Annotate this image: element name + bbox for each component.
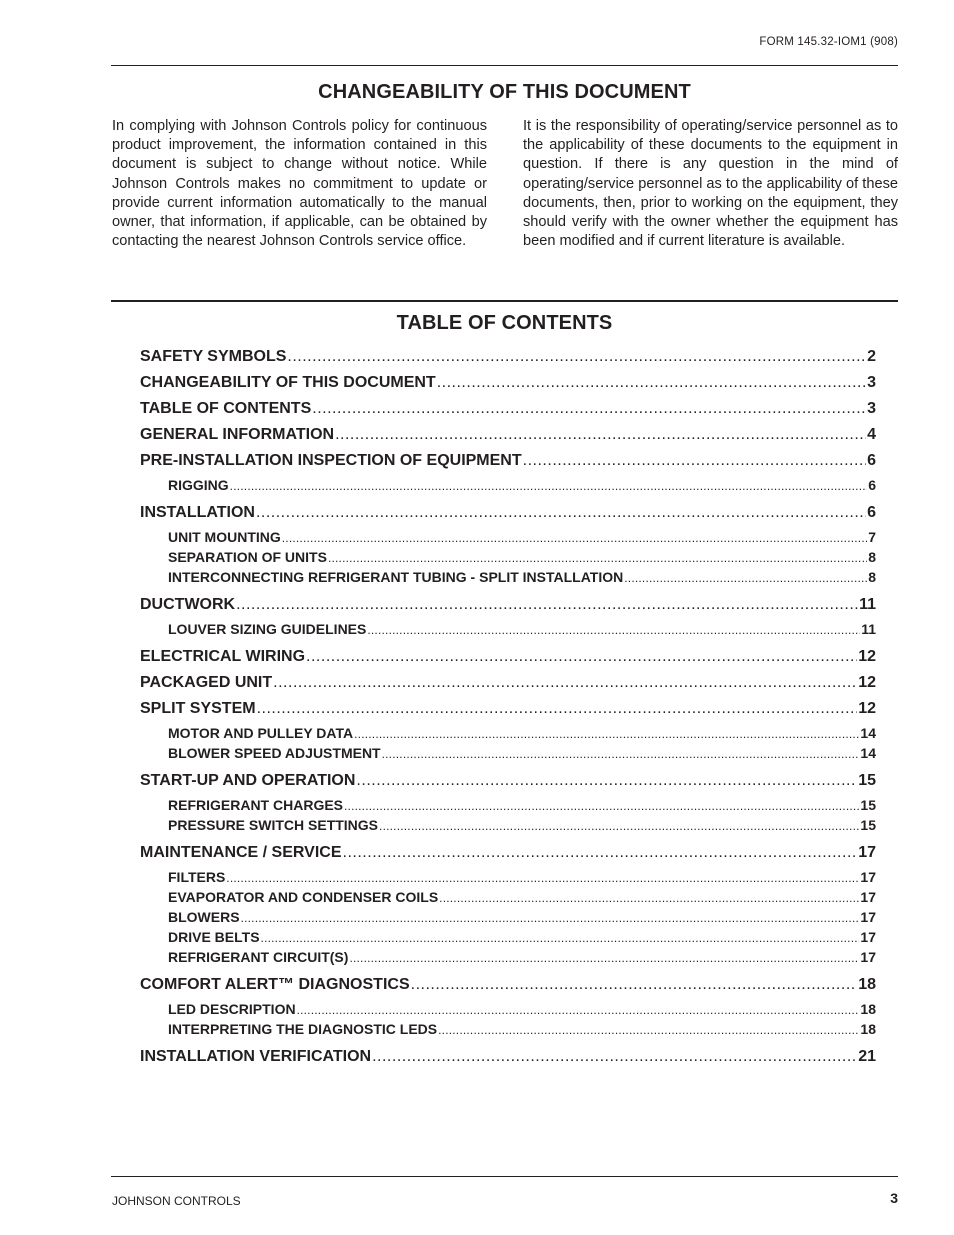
toc-entry[interactable] xyxy=(140,699,876,725)
toc-entry-page: 6 xyxy=(867,452,876,469)
toc-entry[interactable] xyxy=(140,399,876,425)
toc-title: TABLE OF CONTENTS xyxy=(396,312,613,334)
changeability-right-paragraph: It is the responsibility of operating/service personnel as to the applicability of these documents to the equipment in question. If there is any question in the mind of operating/service personnel as to the applicability of these documents, then, prior to working on the equipment, they should verify with the owner whether the equipment has been modified and if current literature is available. xyxy=(523,118,898,250)
toc-entry-page: 17 xyxy=(860,929,876,945)
toc-entry-label: DUCTWORK xyxy=(140,596,236,613)
toc-entry-page: 11 xyxy=(861,621,876,637)
toc-entry-label: INSTALLATION VERIFICATION xyxy=(140,1048,372,1065)
toc-entry[interactable] xyxy=(140,771,876,797)
toc-entry[interactable] xyxy=(140,621,876,641)
toc-entry[interactable] xyxy=(140,1047,876,1073)
toc-entry[interactable] xyxy=(140,949,876,969)
toc-entry[interactable] xyxy=(140,745,876,765)
toc-entry-page: 3 xyxy=(867,374,876,391)
toc-dot-leader xyxy=(236,595,858,615)
toc-entry-label: SAFETY SYMBOLS xyxy=(140,348,287,365)
toc-dot-leader xyxy=(379,817,859,834)
toc-entry-page: 12 xyxy=(858,700,876,717)
toc-dot-leader xyxy=(257,699,858,719)
toc-entry-label: INSTALLATION xyxy=(140,504,255,521)
toc-entry-label: DRIVE BELTS xyxy=(168,929,260,945)
toc-dot-leader xyxy=(226,869,859,886)
toc-entry[interactable] xyxy=(140,373,876,399)
toc-entry[interactable] xyxy=(140,451,876,477)
toc-entry[interactable] xyxy=(140,817,876,837)
toc-entry-label: PACKAGED UNIT xyxy=(140,674,273,691)
toc-entry-page: 15 xyxy=(858,772,876,789)
toc-dot-leader xyxy=(437,373,866,393)
toc-dot-leader xyxy=(282,529,867,546)
toc-entry-label: PRESSURE SWITCH SETTINGS xyxy=(168,817,379,833)
toc-entry-label: EVAPORATOR AND CONDENSER COILS xyxy=(168,889,439,905)
toc-entry-page: 18 xyxy=(860,1001,876,1017)
toc-dot-leader xyxy=(312,399,866,419)
footer-company: JOHNSON CONTROLS xyxy=(112,1194,241,1208)
toc-entry-page: 17 xyxy=(858,844,876,861)
toc-entry-label: MAINTENANCE / SERVICE xyxy=(140,844,342,861)
toc-entry-page: 18 xyxy=(858,976,876,993)
changeability-left-paragraph: In complying with Johnson Controls policy for continuous product improvement, the information contained in this document is subject to change without notice. While Johnson Controls makes no commitment to update or provide current information automatically to the manual owner, that information, if applicable, can be obtained by contacting the nearest Johnson Controls service office. xyxy=(112,118,487,250)
toc-entry[interactable] xyxy=(140,477,876,497)
toc-dot-leader xyxy=(256,503,866,523)
toc-entry-page: 8 xyxy=(868,549,876,565)
toc-dot-leader xyxy=(411,975,858,995)
toc-entry-page: 17 xyxy=(860,889,876,905)
toc-entry-page: 15 xyxy=(860,797,876,813)
footer-rule xyxy=(111,1176,898,1177)
toc-entry[interactable] xyxy=(140,347,876,373)
toc-entry[interactable] xyxy=(140,725,876,745)
toc-dot-leader xyxy=(230,477,868,494)
toc-entry-label: BLOWERS xyxy=(168,909,240,925)
toc-entry-page: 12 xyxy=(858,648,876,665)
toc-entry-page: 18 xyxy=(860,1021,876,1037)
toc-dot-leader xyxy=(349,949,859,966)
toc-entry-label: FILTERS xyxy=(168,869,226,885)
changeability-title: CHANGEABILITY OF THIS DOCUMENT xyxy=(318,81,691,103)
toc-entry-page: 17 xyxy=(860,869,876,885)
toc-entry[interactable] xyxy=(140,909,876,929)
toc-dot-leader xyxy=(356,771,857,791)
toc-dot-leader xyxy=(287,347,866,367)
header-rule xyxy=(111,65,898,66)
toc-dot-leader xyxy=(354,725,859,742)
toc-dot-leader xyxy=(297,1001,860,1018)
toc-entry-page: 12 xyxy=(858,674,876,691)
toc-entry-label: PRE-INSTALLATION INSPECTION OF EQUIPMENT xyxy=(140,452,522,469)
toc-entry-page: 14 xyxy=(860,745,876,761)
toc-entry-label: COMFORT ALERT™ DIAGNOSTICS xyxy=(140,976,410,993)
toc-entry-label: GENERAL INFORMATION xyxy=(140,426,335,443)
toc-entry-page: 17 xyxy=(860,909,876,925)
toc-entry-page: 4 xyxy=(867,426,876,443)
toc-entry[interactable] xyxy=(140,647,876,673)
toc-entry-label: ELECTRICAL WIRING xyxy=(140,648,306,665)
toc-entry[interactable] xyxy=(140,869,876,889)
toc-entry[interactable] xyxy=(140,1001,876,1021)
toc-entry-label: START-UP AND OPERATION xyxy=(140,772,356,789)
toc-dot-leader xyxy=(306,647,857,667)
toc-entry[interactable] xyxy=(140,843,876,869)
toc-entry[interactable] xyxy=(140,549,876,569)
toc-entry-label: BLOWER SPEED ADJUSTMENT xyxy=(168,745,381,761)
toc-entry-page: 11 xyxy=(859,596,876,613)
toc-entry[interactable] xyxy=(140,595,876,621)
toc-entry-label: RIGGING xyxy=(168,477,229,493)
toc-entry[interactable] xyxy=(140,929,876,949)
toc-list xyxy=(140,347,876,1073)
toc-entry[interactable] xyxy=(140,425,876,451)
toc-dot-leader xyxy=(241,909,860,926)
toc-entry-label: LED DESCRIPTION xyxy=(168,1001,296,1017)
toc-dot-leader xyxy=(382,745,860,762)
toc-entry-page: 14 xyxy=(860,725,876,741)
toc-dot-leader xyxy=(438,1021,859,1038)
toc-entry-page: 6 xyxy=(867,504,876,521)
toc-entry[interactable] xyxy=(140,569,876,589)
toc-dot-leader xyxy=(343,843,858,863)
toc-entry-page: 6 xyxy=(868,477,876,493)
toc-entry-label: TABLE OF CONTENTS xyxy=(140,400,312,417)
toc-dot-leader xyxy=(335,425,866,445)
toc-entry-label: REFRIGERANT CIRCUIT(S) xyxy=(168,949,349,965)
toc-dot-leader xyxy=(261,929,860,946)
toc-entry-label: INTERPRETING THE DIAGNOSTIC LEDS xyxy=(168,1021,438,1037)
toc-entry-page: 17 xyxy=(860,949,876,965)
toc-entry[interactable] xyxy=(140,889,876,909)
toc-dot-leader xyxy=(344,797,859,814)
toc-entry-label: REFRIGERANT CHARGES xyxy=(168,797,344,813)
toc-dot-leader xyxy=(439,889,859,906)
toc-dot-leader xyxy=(367,621,860,638)
toc-entry[interactable] xyxy=(140,1021,876,1041)
toc-entry[interactable] xyxy=(140,673,876,699)
toc-entry-label: CHANGEABILITY OF THIS DOCUMENT xyxy=(140,374,436,391)
toc-entry-page: 8 xyxy=(868,569,876,585)
toc-entry-label: MOTOR AND PULLEY DATA xyxy=(168,725,354,741)
toc-entry[interactable] xyxy=(140,503,876,529)
toc-entry-label: INTERCONNECTING REFRIGERANT TUBING - SPLIT INSTALLATION xyxy=(168,569,624,585)
toc-entry[interactable] xyxy=(140,975,876,1001)
section-divider xyxy=(111,300,898,302)
toc-dot-leader xyxy=(372,1047,857,1067)
toc-entry[interactable] xyxy=(140,797,876,817)
toc-dot-leader xyxy=(523,451,866,471)
toc-entry-label: LOUVER SIZING GUIDELINES xyxy=(168,621,367,637)
toc-entry-page: 2 xyxy=(867,348,876,365)
footer-page-number: 3 xyxy=(890,1190,898,1206)
toc-entry-page: 15 xyxy=(860,817,876,833)
toc-entry-label: UNIT MOUNTING xyxy=(168,529,281,545)
toc-entry-label: SPLIT SYSTEM xyxy=(140,700,256,717)
toc-entry-page: 7 xyxy=(868,529,876,545)
toc-entry-label: SEPARATION OF UNITS xyxy=(168,549,327,565)
toc-dot-leader xyxy=(273,673,857,693)
toc-entry-page: 21 xyxy=(858,1048,876,1065)
toc-entry-page: 3 xyxy=(867,400,876,417)
toc-dot-leader xyxy=(328,549,867,566)
toc-dot-leader xyxy=(624,569,867,586)
form-number: FORM 145.32-IOM1 (908) xyxy=(759,36,898,48)
toc-entry[interactable] xyxy=(140,529,876,549)
